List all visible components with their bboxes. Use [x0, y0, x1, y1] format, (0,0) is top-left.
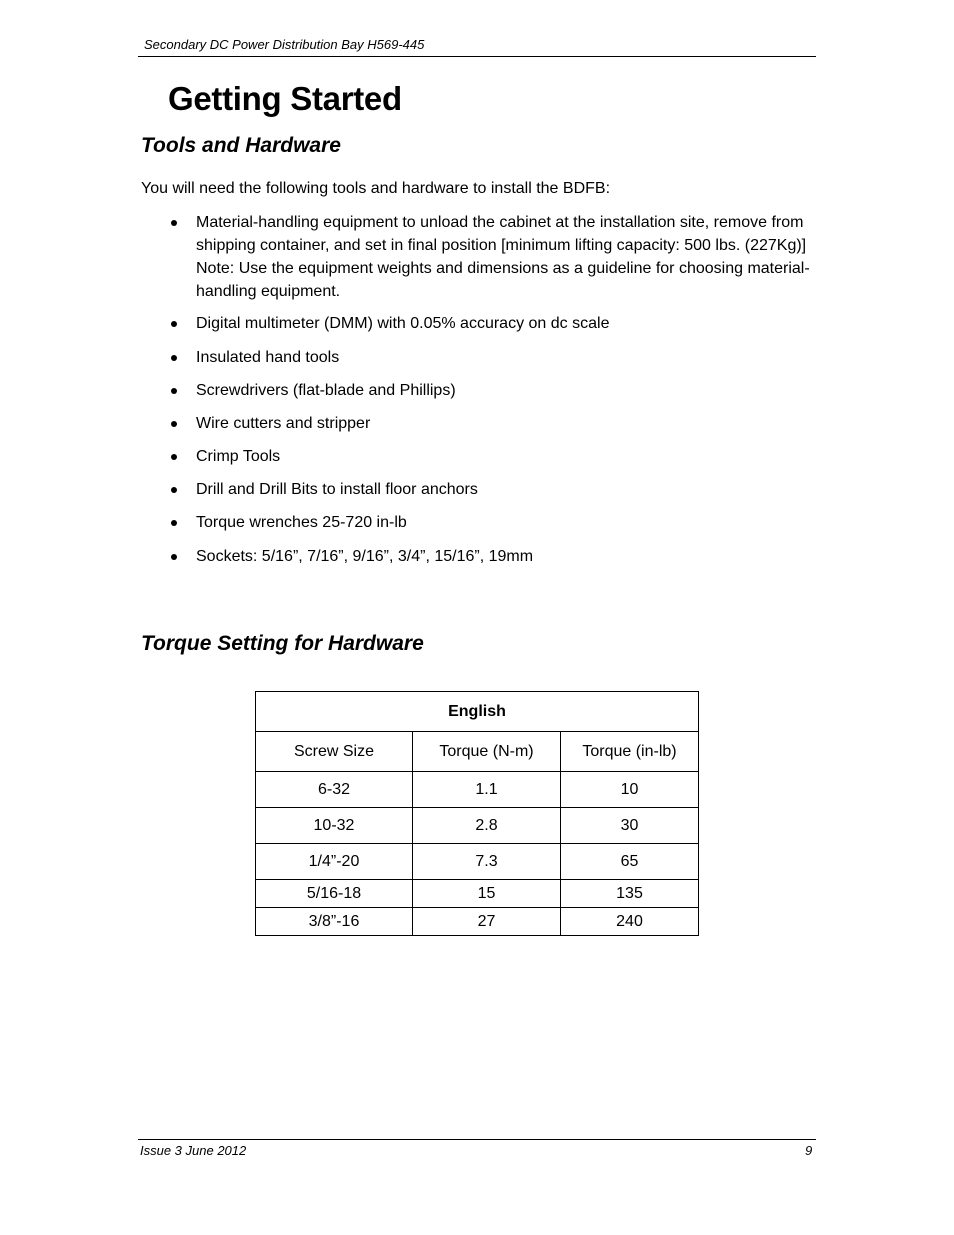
- tools-intro-text: You will need the following tools and hardware to install the BDFB:: [141, 180, 611, 197]
- list-item: [196, 211, 818, 303]
- table-row: [256, 880, 699, 908]
- table-cell: 65: [561, 844, 699, 880]
- table-row: [256, 844, 699, 880]
- list-item-text: Material-handling equipment to unload the cabinet at the installation site, remove from shipping container, and set in final position [minimum lifting capacity: 500 lbs. (227Kg)] Note: Use the equipment weights and dimensions as a guideline for choosing material-handling equipment.: [196, 214, 810, 300]
- list-item: [196, 412, 818, 435]
- table-cell: 7.3: [413, 844, 561, 880]
- list-item-text: Wire cutters and stripper: [196, 415, 371, 432]
- footer-rule: [138, 1139, 816, 1140]
- table-row: [256, 808, 699, 844]
- list-item-text: Drill and Drill Bits to install floor anchors: [196, 481, 478, 498]
- column-header: Torque (N-m): [413, 732, 561, 772]
- list-item: [196, 312, 818, 335]
- bullet-icon: [171, 388, 177, 394]
- table-cell: 1/4”-20: [256, 844, 413, 880]
- bullet-icon: [171, 554, 177, 560]
- list-item: [196, 379, 818, 402]
- list-item: [196, 445, 818, 468]
- list-item: [196, 478, 818, 501]
- bullet-icon: [171, 220, 177, 226]
- list-item-text: Crimp Tools: [196, 448, 281, 465]
- table-cell: 3/8”-16: [256, 908, 413, 936]
- table-header-row: [256, 732, 699, 772]
- list-item-text: Digital multimeter (DMM) with 0.05% accuracy on dc scale: [196, 315, 610, 332]
- footer-issue: Issue 3 June 2012: [140, 1143, 247, 1158]
- table-cell: 15: [413, 880, 561, 908]
- list-item-text: Screwdrivers (flat-blade and Phillips): [196, 382, 456, 399]
- bullet-icon: [171, 321, 177, 327]
- bullet-icon: [171, 454, 177, 460]
- bullet-icon: [171, 487, 177, 493]
- table-cell: 1.1: [413, 772, 561, 808]
- table-row: [256, 908, 699, 936]
- table-caption-row: [256, 692, 699, 732]
- section-heading-tools: Tools and Hardware: [141, 134, 341, 157]
- bullet-icon: [171, 520, 177, 526]
- table-cell: 30: [561, 808, 699, 844]
- table-cell: 10-32: [256, 808, 413, 844]
- chapter-title: Getting Started: [168, 80, 402, 117]
- bullet-icon: [171, 421, 177, 427]
- column-header: Screw Size: [256, 732, 413, 772]
- table-cell: 240: [561, 908, 699, 936]
- list-item: [196, 346, 818, 369]
- table-caption: English: [256, 692, 699, 732]
- bullet-icon: [171, 355, 177, 361]
- list-item-text: Torque wrenches 25-720 in-lb: [196, 514, 407, 531]
- table-cell: 27: [413, 908, 561, 936]
- table-cell: 6-32: [256, 772, 413, 808]
- list-item: [196, 545, 818, 568]
- torque-table: [255, 691, 699, 936]
- table-cell: 10: [561, 772, 699, 808]
- list-item: [196, 511, 818, 534]
- list-item-text: Sockets: 5/16”, 7/16”, 9/16”, 3/4”, 15/16”, 19mm: [196, 548, 534, 565]
- page-number: 9: [805, 1143, 813, 1158]
- column-header: Torque (in-lb): [561, 732, 699, 772]
- list-item-text: Insulated hand tools: [196, 349, 340, 366]
- table-cell: 135: [561, 880, 699, 908]
- section-heading-torque: Torque Setting for Hardware: [141, 632, 424, 655]
- table-cell: 5/16-18: [256, 880, 413, 908]
- running-header: Secondary DC Power Distribution Bay H569-445: [144, 37, 425, 52]
- table-cell: 2.8: [413, 808, 561, 844]
- table-row: [256, 772, 699, 808]
- header-rule: [138, 56, 816, 57]
